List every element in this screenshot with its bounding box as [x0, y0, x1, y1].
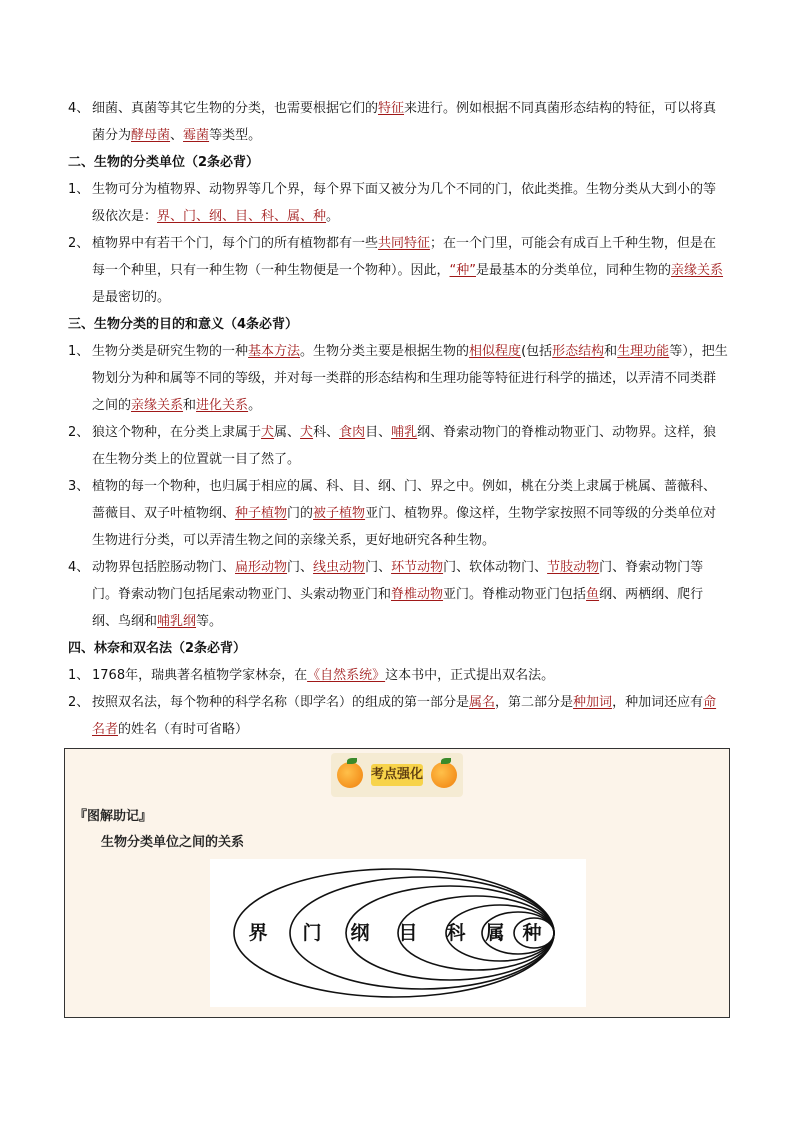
key-term: 节肢动物: [547, 560, 600, 575]
key-term: 食肉: [339, 425, 366, 440]
item-number: 3、: [68, 479, 90, 494]
item-text: 动物界包括腔肠动物门、扁形动物门、线虫动物门、环节动物门、软体动物门、节肢动物门、脊索动物门等门。脊索动物门包括尾索动物亚门、头索动物亚门和脊椎动物亚门。脊椎动物亚门包括鱼纲、两栖纲、爬行纲、鸟纲和哺乳纲等。: [92, 560, 704, 629]
list-item: [68, 419, 728, 473]
key-term: 脊椎动物: [391, 587, 444, 602]
rank-label: 门: [302, 922, 322, 944]
key-points-box: [64, 748, 730, 1018]
key-term: 环节动物: [391, 560, 444, 575]
key-term: 界、门、纲、目、科、属、种: [157, 209, 327, 224]
ellipse-kingdom: [234, 869, 554, 997]
item-text: 狼这个物种，在分类上隶属于犬属、犬科、食肉目、哺乳纲、脊索动物门的脊椎动物亚门、动物界。这样，狼在生物分类上的位置就一目了然了。: [92, 425, 717, 467]
memory-aid-label: 『图解助记』: [74, 809, 153, 824]
item-number: 4、: [68, 101, 90, 116]
item-text: 植物界中有若干个门，每个门的所有植物都有一些共同特征；在一个门里，可能会有成百上千种生物，但是在每一个种里，只有一种生物（一种生物便是一个物种）。因此，“种”是最基本的分类单位，同种生物的亲缘关系是最密切的。: [92, 236, 724, 305]
rank-label: 科: [446, 922, 466, 944]
item-text: 生物分类是研究生物的一种基本方法。生物分类主要是根据生物的相似程度(包括形态结构和生理功能等），把生物划分为种和属等不同的等级，并对每一类群的形态结构和生理功能等特征进行科学的描述，以弄清不同类群之间的亲缘关系和进化关系。: [92, 344, 728, 413]
list-item: [68, 473, 728, 554]
rank-label: 种: [522, 922, 542, 944]
list-item: [68, 230, 728, 311]
key-term: 形态结构: [552, 344, 605, 359]
leaf-icon: [347, 758, 357, 764]
list-item: [68, 689, 728, 743]
list-item: [68, 176, 728, 230]
key-term: 进化关系: [196, 398, 249, 413]
key-term: 特征: [378, 101, 405, 116]
section-heading: 四、林奈和双名法（2条必背）: [68, 641, 247, 656]
orange-icon: [431, 762, 457, 788]
rank-label: 纲: [350, 922, 370, 944]
item-number: 1、: [68, 182, 90, 197]
key-term: 犬: [300, 425, 314, 440]
key-term: 种子植物: [235, 506, 288, 521]
key-term: 命名者: [92, 695, 717, 737]
key-points-banner: [331, 753, 463, 797]
key-term: 《自然系统》: [307, 668, 386, 683]
key-term: 相似程度: [469, 344, 522, 359]
key-term: 犬: [261, 425, 275, 440]
list-item: [68, 554, 728, 635]
section-heading: 三、生物分类的目的和意义（4条必背）: [68, 317, 299, 332]
key-term: 生理功能: [617, 344, 670, 359]
item-number: 2、: [68, 695, 90, 710]
item-number: 1、: [68, 344, 90, 359]
key-term: 亲缘关系: [671, 263, 724, 278]
list-item: [68, 662, 728, 689]
item-text: 按照双名法，每个物种的科学名称（即学名）的组成的第一部分是属名，第二部分是种加词，种加词还应有命名者的姓名（有时可省略）: [92, 695, 717, 737]
rank-label: 属: [485, 922, 505, 944]
item-number: 2、: [68, 236, 90, 251]
orange-icon: [337, 762, 363, 788]
key-term: 共同特征: [378, 236, 431, 251]
key-term: 扁形动物: [235, 560, 288, 575]
item-number: 2、: [68, 425, 90, 440]
key-term: 基本方法: [248, 344, 301, 359]
banner-title: 考点强化: [371, 764, 423, 786]
item-text: 细菌、真菌等其它生物的分类，也需要根据它们的特征来进行。例如根据不同真菌形态结构的特征，可以将真菌分为酵母菌、霉菌等类型。: [92, 101, 717, 143]
key-term: 种加词: [573, 695, 613, 710]
rank-label: 界: [248, 922, 268, 944]
key-term: 霉菌: [183, 128, 210, 143]
nested-ellipse-diagram: [210, 859, 586, 1007]
main-content: [68, 95, 728, 743]
key-term: “种”: [449, 263, 476, 278]
leaf-icon: [441, 758, 451, 764]
key-term: 哺乳: [391, 425, 418, 440]
list-item: [68, 95, 728, 149]
list-item: [68, 338, 728, 419]
key-term: 被子植物: [313, 506, 366, 521]
key-term: 酵母菌: [131, 128, 171, 143]
item-text: 生物可分为植物界、动物界等几个界，每个界下面又被分为几个不同的门，依此类推。生物分类从大到小的等级依次是：界、门、纲、目、科、属、种。: [92, 182, 717, 224]
key-term: 亲缘关系: [131, 398, 184, 413]
key-term: 哺乳纲: [157, 614, 197, 629]
item-text: 植物的每一个物种，也归属于相应的属、科、目、纲、门、界之中。例如，桃在分类上隶属于桃属、蔷薇科、蔷薇目、双子叶植物纲、种子植物门的被子植物亚门、植物界。像这样，生物学家按照不同等级的分类单位对生物进行分类，可以弄清生物之间的亲缘关系，更好地研究各种生物。: [92, 479, 717, 548]
item-number: 4、: [68, 560, 90, 575]
rank-label: 目: [398, 922, 418, 944]
key-term: 线虫动物: [313, 560, 366, 575]
item-number: 1、: [68, 668, 90, 683]
key-term: 属名: [469, 695, 496, 710]
ellipse-diagram-svg: [210, 859, 586, 1007]
diagram-title: 生物分类单位之间的关系: [101, 835, 245, 850]
key-term: 鱼: [586, 587, 600, 602]
item-text: 1768年，瑞典著名植物学家林奈，在《自然系统》这本书中，正式提出双名法。: [92, 668, 555, 683]
section-heading: 二、生物的分类单位（2条必背）: [68, 155, 260, 170]
